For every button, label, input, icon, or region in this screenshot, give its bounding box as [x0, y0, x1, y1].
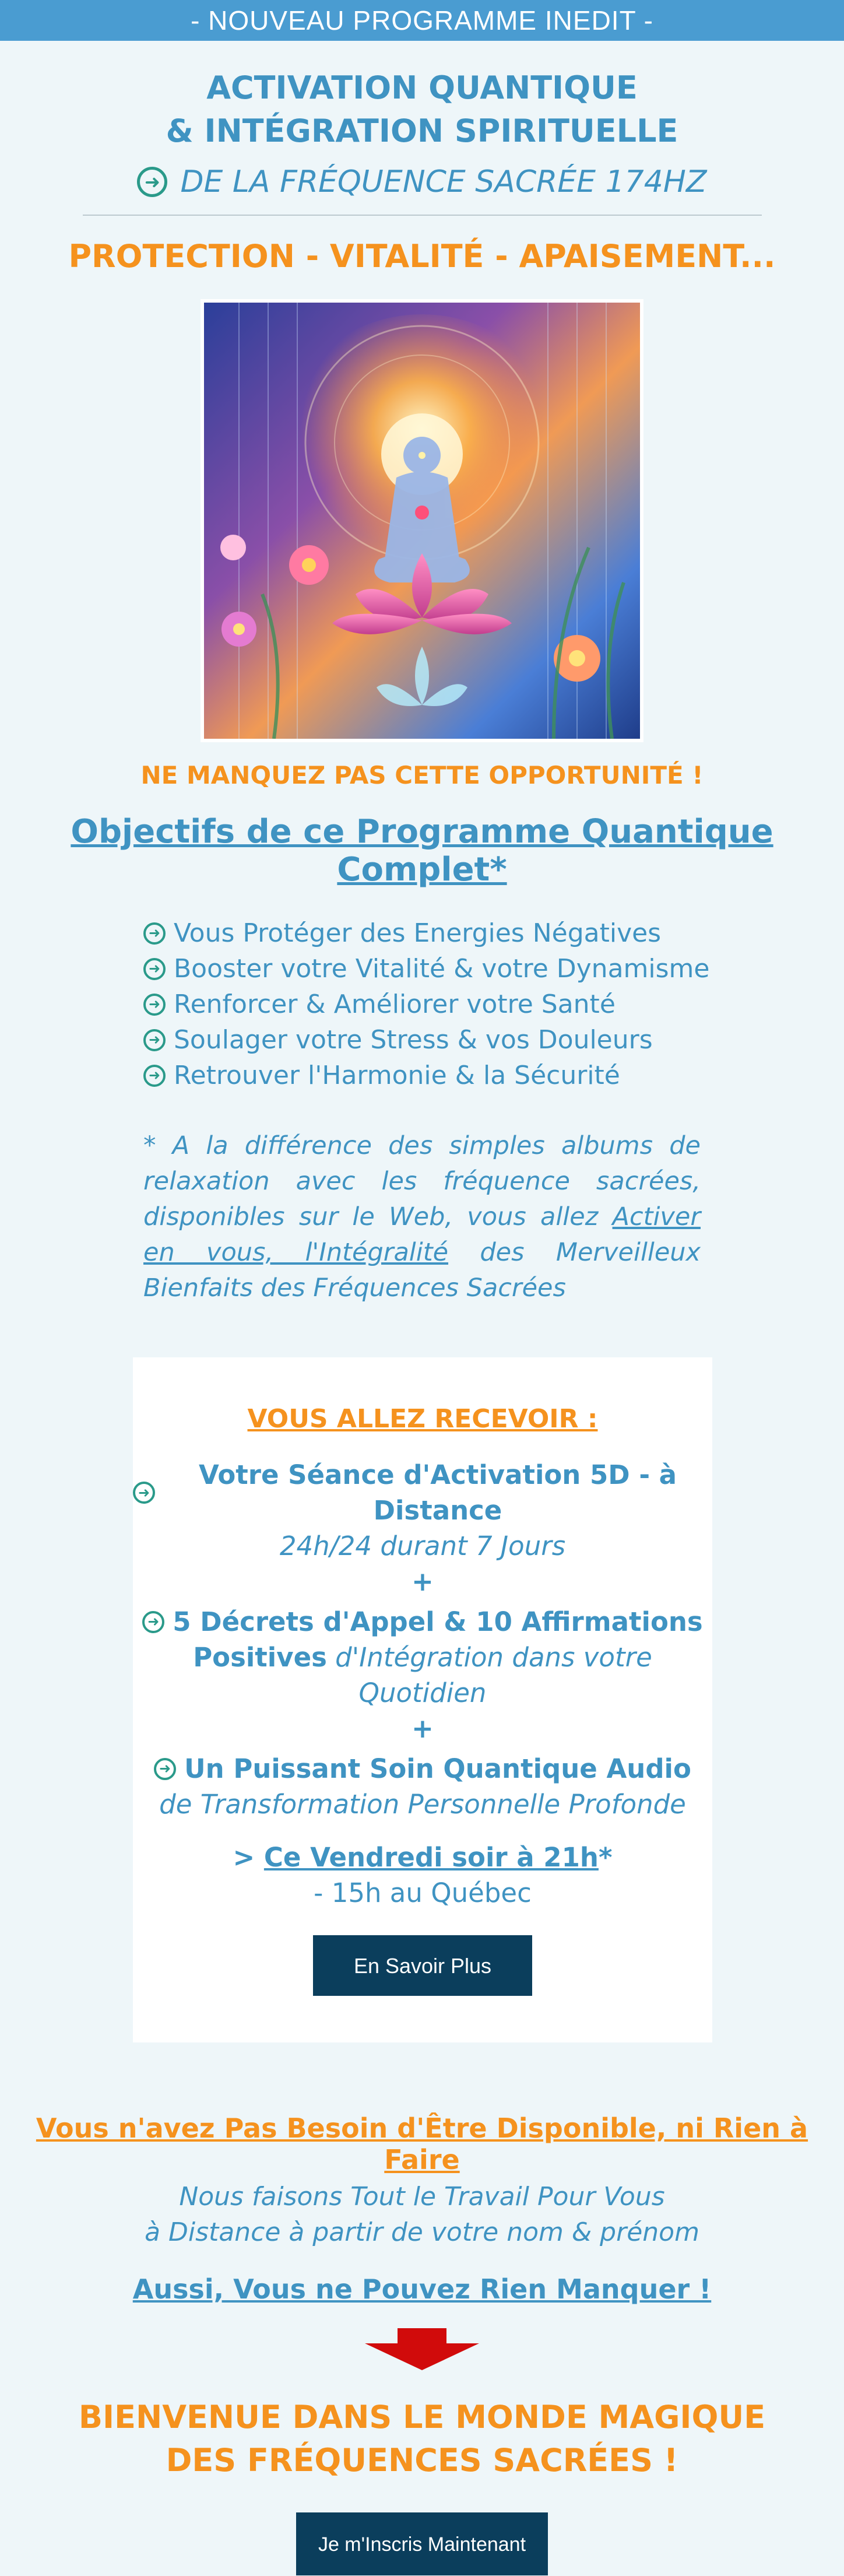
- date-suffix: *: [598, 1842, 613, 1873]
- card-item-2-sub: [133, 1640, 712, 1711]
- card-item-2-bold: Positives: [193, 1642, 327, 1673]
- no-need-link[interactable]: Vous n'avez Pas Besoin d'Être Disponible, ni Rien à Faire: [36, 2112, 808, 2175]
- circle-arrow-right-icon: ➜: [142, 1611, 164, 1633]
- objective-text: Renforcer & Améliorer votre Santé: [174, 989, 616, 1019]
- circle-arrow-right-icon: ➜: [143, 1029, 166, 1051]
- opportunity-heading: NE MANQUEZ PAS CETTE OPPORTUNITÉ !: [140, 761, 704, 789]
- footnote-link[interactable]: Activer en vous, l'Intégralité: [143, 1202, 701, 1267]
- offer-card: [133, 1357, 712, 2042]
- title-line-1: ACTIVATION QUANTIQUE: [206, 69, 638, 106]
- circle-arrow-right-icon: ➜: [154, 1758, 176, 1780]
- list-item: [143, 915, 844, 951]
- circle-arrow-right-icon: ➜: [143, 1065, 166, 1087]
- quebec-time: - 15h au Québec: [314, 1877, 532, 1908]
- top-banner: - NOUVEAU PROGRAMME INEDIT -: [0, 0, 844, 41]
- we-do-line-2: à Distance à partir de votre nom & prénom: [145, 2217, 699, 2247]
- event-date: [133, 1840, 712, 1875]
- subtitle: [0, 164, 844, 199]
- learn-more-button[interactable]: En Savoir Plus: [313, 1935, 532, 1996]
- card-item-3-sub: de Transformation Personnelle Profonde: [159, 1789, 686, 1820]
- card-item-1-sub: 24h/24 durant 7 Jours: [279, 1531, 566, 1561]
- list-item: [143, 1058, 844, 1093]
- subtitle-text: DE LA FRÉQUENCE SACRÉE 174HZ: [180, 164, 707, 199]
- date-prefix: >: [233, 1842, 264, 1873]
- card-item-2: [133, 1599, 712, 1640]
- footnote: [143, 1128, 701, 1306]
- signup-button[interactable]: Je m'Inscris Maintenant: [296, 2512, 548, 2575]
- footnote-text: * A la différence des simples albums de relaxation avec les fréquence sacrées, disponibles sur le Web, vous allez: [143, 1131, 701, 1231]
- meditating-figure-illustration: [204, 303, 640, 739]
- hero-image: [201, 299, 643, 742]
- list-item: [143, 951, 844, 987]
- card-item-1-text: Votre Séance d'Activation 5D - à Distance: [198, 1459, 677, 1526]
- circle-arrow-right-icon: ➜: [143, 994, 166, 1016]
- date-link[interactable]: Ce Vendredi soir à 21h: [263, 1842, 599, 1873]
- objective-text: Soulager votre Stress & vos Douleurs: [174, 1025, 653, 1055]
- objective-text: Retrouver l'Harmonie & la Sécurité: [174, 1061, 620, 1090]
- card-item-2-rest: d'Intégration dans votre Quotidien: [326, 1642, 652, 1708]
- objective-text: Vous Protéger des Energies Négatives: [174, 918, 662, 948]
- cant-miss-link[interactable]: Aussi, Vous ne Pouvez Rien Manquer !: [132, 2273, 712, 2305]
- page-title: [0, 66, 844, 153]
- welcome-line-2: DES FRÉQUENCES SACRÉES !: [166, 2442, 678, 2479]
- objectives-list: [143, 915, 844, 1093]
- circle-arrow-right-icon: ➜: [143, 922, 166, 945]
- divider: [83, 215, 762, 216]
- objective-text: Booster votre Vitalité & votre Dynamisme: [174, 954, 710, 984]
- list-item: [143, 1022, 844, 1058]
- tagline: PROTECTION - VITALITÉ - APAISEMENT...: [68, 238, 776, 275]
- list-item: [143, 987, 844, 1022]
- card-item-2-text: 5 Décrets d'Appel & 10 Affirmations: [173, 1606, 703, 1637]
- footnote-text-end: des Merveilleux Bienfaits des Fréquences Sacrées: [143, 1238, 701, 1303]
- circle-arrow-right-icon: ➜: [137, 167, 167, 197]
- card-item-1: [133, 1457, 712, 1528]
- down-arrow-icon: [365, 2328, 479, 2370]
- circle-arrow-right-icon: ➜: [133, 1482, 155, 1504]
- welcome-line-1: BIENVENUE DANS LE MONDE MAGIQUE: [78, 2399, 766, 2435]
- card-item-3: [133, 1746, 712, 1787]
- title-line-2: & INTÉGRATION SPIRITUELLE: [166, 113, 678, 149]
- plus-sign: +: [412, 1713, 434, 1744]
- card-item-3-text: Un Puissant Soin Quantique Audio: [184, 1753, 691, 1784]
- card-title: VOUS ALLEZ RECEVOIR :: [247, 1404, 598, 1434]
- plus-sign: +: [412, 1566, 434, 1597]
- we-do-line-1: Nous faisons Tout le Travail Pour Vous: [179, 2182, 665, 2212]
- objectives-title[interactable]: Objectifs de ce Programme Quantique Complet*: [71, 813, 773, 889]
- welcome-heading: [0, 2396, 844, 2482]
- circle-arrow-right-icon: ➜: [143, 958, 166, 980]
